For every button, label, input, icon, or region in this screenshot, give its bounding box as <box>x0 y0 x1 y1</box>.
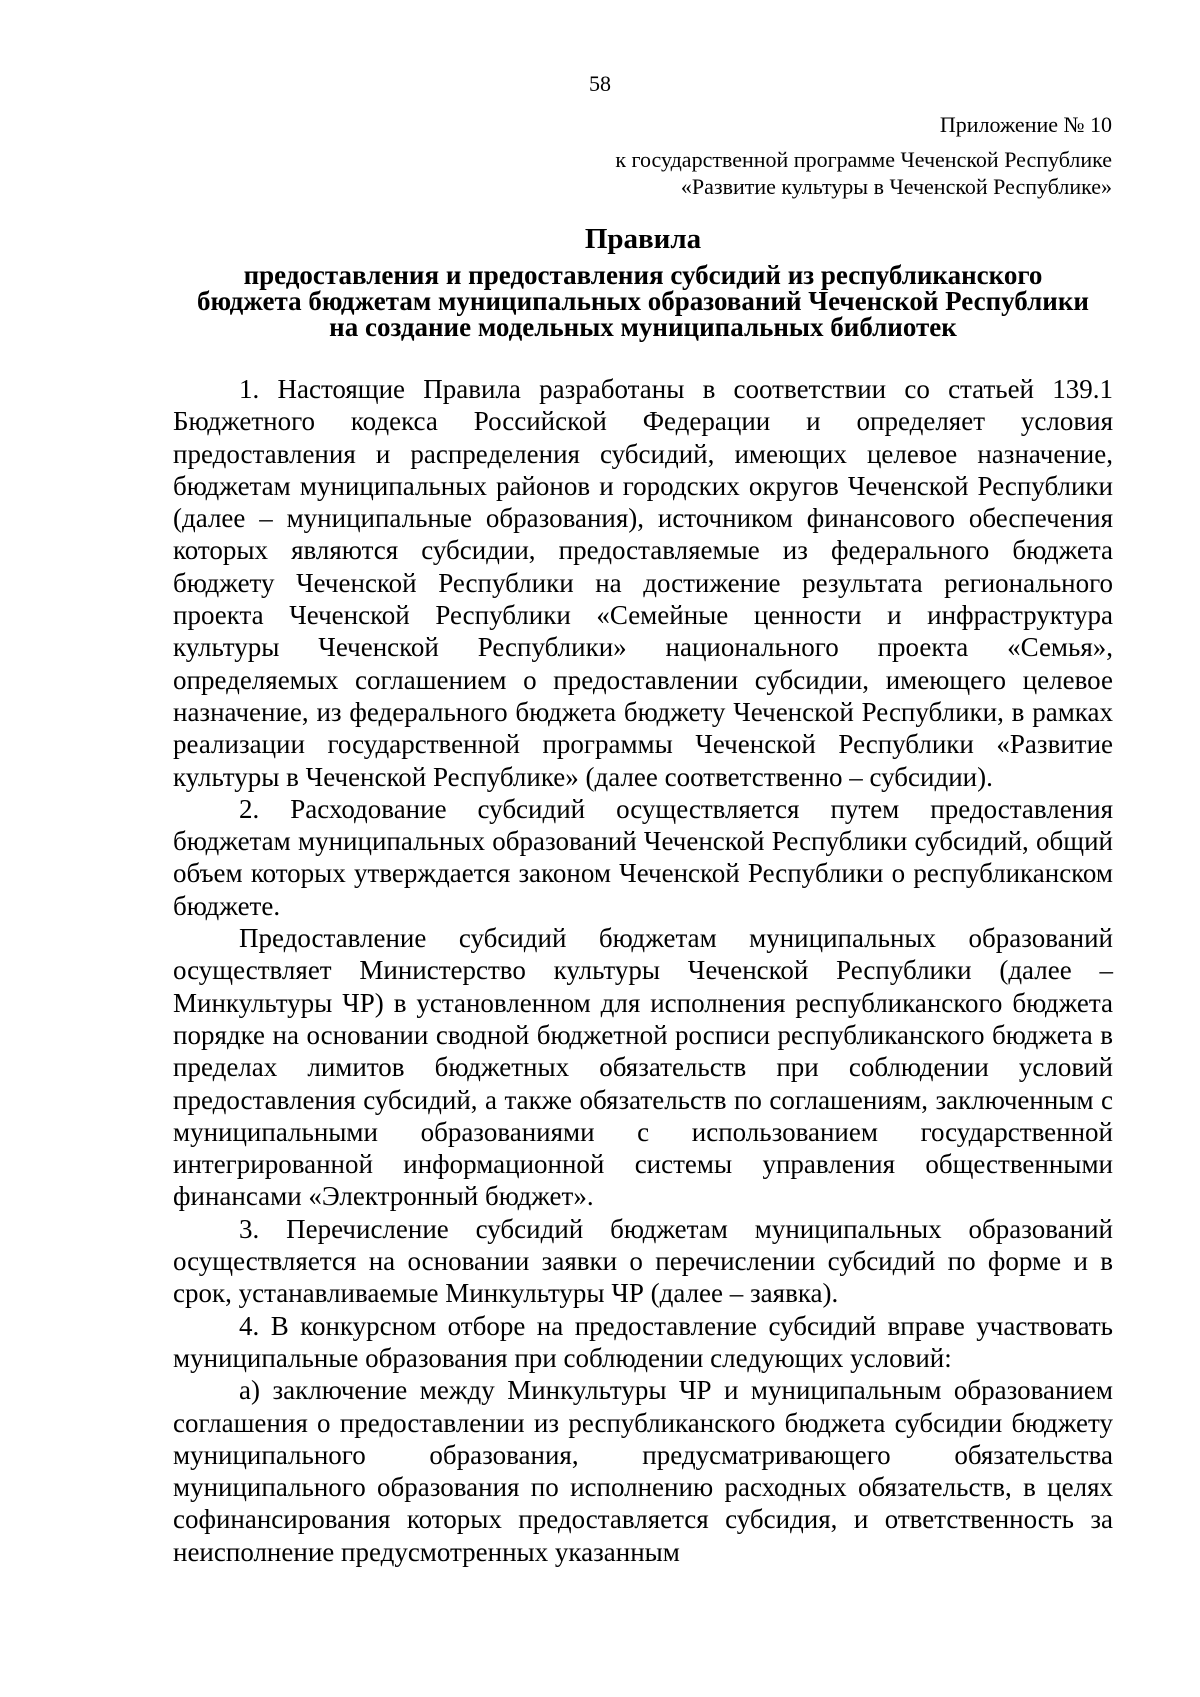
paragraph-1: 1. Настоящие Правила разработаны в соответствии со статьей 139.1 Бюджетного кодекса Российской Федерации и определяет условия предоставления и распределения субсидий, имеющих целевое назначение, бюджетам муниципальных районов и городских округов Чеченской Республики (далее – муниципальные образования), источником финансового обеспечения которых являются субсидии, предоставляемые из федерального бюджета бюджету Чеченской Республики на достижение результата регионального проекта Чеченской Республики «Семейные ценности и инфраструктура культуры Чеченской Республики» национального проекта «Семья», определяемых соглашением о предоставлении субсидии, имеющего целевое назначение, из федерального бюджета бюджету Чеченской Республики, в рамках реализации государственной программы Чеченской Республики «Развитие культуры в Чеченской Республике» (далее соответственно – субсидии). <box>173 374 1113 792</box>
document-title: Правила <box>584 223 702 255</box>
subtitle-line-1: предоставления и предоставления субсидий из республиканского <box>243 260 1043 290</box>
paragraph-5: 4. В конкурсном отборе на предоставление субсидий вправе участвовать муниципальные образования при соблюдении следующих условий: <box>173 1310 1113 1373</box>
paragraph-3: Предоставление субсидий бюджетам муниципальных образований осуществляет Министерство культуры Чеченской Республики (далее – Минкультуры ЧР) в установленном для исполнения республиканского бюджета порядке на основании сводной бюджетной росписи республиканского бюджета в пределах лимитов бюджетных обязательств при соблюдении условий предоставления субсидий, а также обязательств по соглашениям, заключенным с муниципальными образованиями с использованием государственной интегрированной информационной системы управления общественными финансами «Электронный бюджет». <box>173 923 1113 1212</box>
appendix-line-2: «Развитие культуры в Чеченской Республике» <box>680 174 1112 199</box>
appendix-block <box>512 110 1112 200</box>
document-subtitle <box>173 262 1113 340</box>
paragraph-4: 3. Перечисление субсидий бюджетам муниципальных образований осуществляется на основании заявки о перечислении субсидий по форме и в срок, устанавливаемые Минкультуры ЧР (далее – заявка). <box>173 1213 1113 1309</box>
appendix-number: Приложение № 10 <box>939 112 1112 137</box>
paragraph-6: а) заключение между Минкультуры ЧР и муниципальным образованием соглашения о предоставлении из республиканского бюджета субсидии бюджету муниципального образования, предусматривающего обязательства муниципального образования по исполнению расходных обязательств, в целях софинансирования которых предоставляется субсидия, и ответственность за неисполнение предусмотренных указанным <box>173 1375 1113 1567</box>
appendix-line-1: к государственной программе Чеченской Республике <box>615 147 1112 172</box>
paragraph-2: 2. Расходование субсидий осуществляется путем предоставления бюджетам муниципальных образований Чеченской Республики субсидий, общий объем которых утверждается законом Чеченской Республики о республиканском бюджете. <box>173 793 1113 921</box>
subtitle-line-2: бюджета бюджетам муниципальных образований Чеченской Республики <box>197 286 1089 316</box>
document-body <box>173 373 1113 1568</box>
page-number: 58 <box>589 71 611 96</box>
subtitle-line-3: на создание модельных муниципальных библиотек <box>329 312 957 342</box>
